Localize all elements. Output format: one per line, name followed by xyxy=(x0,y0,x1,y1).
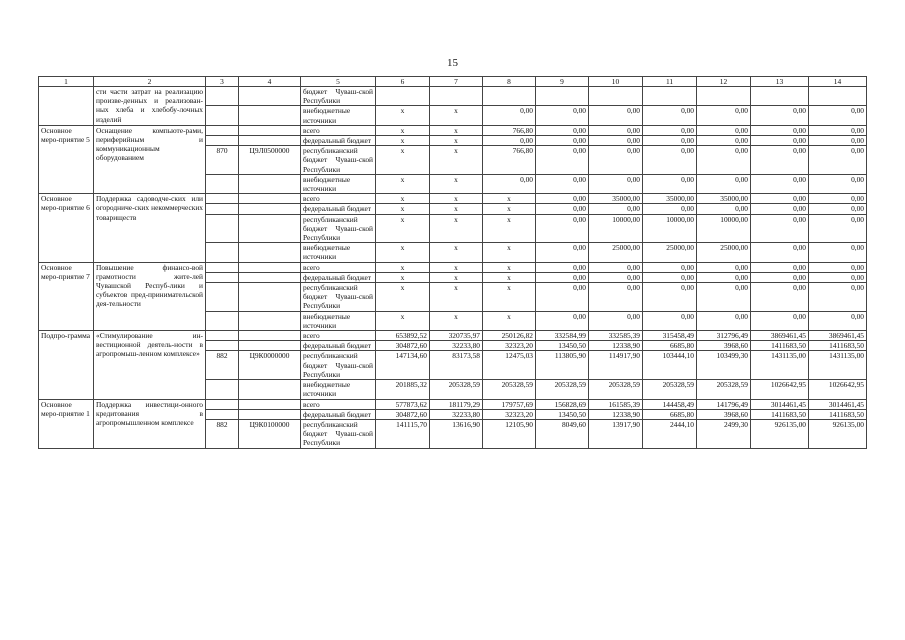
amount-cell: 1026642,95 xyxy=(809,380,867,399)
amount-cell: 3968,60 xyxy=(697,409,751,419)
amount-cell: 0,00 xyxy=(536,174,589,193)
page-number: 15 xyxy=(447,57,458,69)
funding-source-cell: федеральный бюджет xyxy=(301,409,376,419)
column-number: 11 xyxy=(643,77,697,87)
amount-cell xyxy=(643,87,697,106)
column-number: 5 xyxy=(301,77,376,87)
event-title-cell: Повышение финансо-вой грамотности жите-лей Чувашской Респуб-лики и субъектов пред-принимательской дея-тельности xyxy=(94,262,206,330)
amount-cell: 3869461,45 xyxy=(809,331,867,341)
admin-code-cell xyxy=(206,399,239,409)
amount-cell: 0,00 xyxy=(809,125,867,135)
funding-source-cell: республиканский бюджет Чуваш-ской Республики xyxy=(301,419,376,448)
admin-code-cell: 882 xyxy=(206,419,239,448)
budget-class-code-cell xyxy=(239,243,301,262)
amount-cell: 0,00 xyxy=(751,125,809,135)
amount-cell: 315458,49 xyxy=(643,331,697,341)
amount-cell: 32323,20 xyxy=(483,341,536,351)
budget-class-code-cell xyxy=(239,106,301,125)
amount-cell: x xyxy=(430,174,483,193)
amount-cell: 0,00 xyxy=(589,136,643,146)
amount-cell: 312796,49 xyxy=(697,331,751,341)
amount-cell: 10000,00 xyxy=(643,214,697,243)
budget-class-code-cell: Ц9К0000000 xyxy=(239,351,301,380)
amount-cell: 0,00 xyxy=(536,194,589,204)
amount-cell: x xyxy=(376,283,430,312)
amount-cell: 6685,80 xyxy=(643,409,697,419)
amount-cell: 2444,10 xyxy=(643,419,697,448)
amount-cell: 0,00 xyxy=(643,311,697,330)
amount-cell: 205328,59 xyxy=(589,380,643,399)
amount-cell: 1026642,95 xyxy=(751,380,809,399)
amount-cell: x xyxy=(430,272,483,282)
amount-cell: 653892,52 xyxy=(376,331,430,341)
amount-cell: x xyxy=(483,311,536,330)
amount-cell: 25000,00 xyxy=(589,243,643,262)
amount-cell: 83173,58 xyxy=(430,351,483,380)
amount-cell: 144458,49 xyxy=(643,399,697,409)
column-number: 6 xyxy=(376,77,430,87)
budget-class-code-cell xyxy=(239,87,301,106)
amount-cell: 147134,60 xyxy=(376,351,430,380)
amount-cell: 35000,00 xyxy=(643,194,697,204)
amount-cell: 0,00 xyxy=(536,146,589,175)
amount-cell: 25000,00 xyxy=(697,243,751,262)
funding-source-cell: всего xyxy=(301,262,376,272)
amount-cell: 205328,59 xyxy=(483,380,536,399)
amount-cell: 0,00 xyxy=(643,136,697,146)
amount-cell: 3014461,45 xyxy=(751,399,809,409)
amount-cell: 6685,80 xyxy=(643,341,697,351)
table-row xyxy=(39,331,867,341)
amount-cell: 113805,90 xyxy=(536,351,589,380)
amount-cell: 0,00 xyxy=(751,262,809,272)
amount-cell: 0,00 xyxy=(809,146,867,175)
amount-cell xyxy=(536,87,589,106)
amount-cell: 0,00 xyxy=(697,272,751,282)
budget-class-code-cell xyxy=(239,341,301,351)
column-number: 1 xyxy=(39,77,94,87)
column-number: 8 xyxy=(483,77,536,87)
budget-class-code-cell xyxy=(239,262,301,272)
amount-cell: x xyxy=(430,106,483,125)
budget-class-code-cell: Ц9К0100000 xyxy=(239,419,301,448)
funding-source-cell: республиканский бюджет Чуваш-ской Республики xyxy=(301,283,376,312)
column-number: 10 xyxy=(589,77,643,87)
amount-cell: x xyxy=(483,283,536,312)
admin-code-cell xyxy=(206,272,239,282)
amount-cell: x xyxy=(483,194,536,204)
amount-cell: x xyxy=(376,214,430,243)
event-type-cell: Основное меро-приятие 6 xyxy=(39,194,94,262)
column-number: 14 xyxy=(809,77,867,87)
admin-code-cell xyxy=(206,194,239,204)
amount-cell: 181179,29 xyxy=(430,399,483,409)
amount-cell: 332585,39 xyxy=(589,331,643,341)
admin-code-cell xyxy=(206,311,239,330)
amount-cell xyxy=(376,87,430,106)
amount-cell: 0,00 xyxy=(751,106,809,125)
amount-cell: 1431135,00 xyxy=(751,351,809,380)
budget-class-code-cell xyxy=(239,399,301,409)
amount-cell: 2499,30 xyxy=(697,419,751,448)
amount-cell: 0,00 xyxy=(697,125,751,135)
column-number: 3 xyxy=(206,77,239,87)
amount-cell: 156828,69 xyxy=(536,399,589,409)
amount-cell: 32323,20 xyxy=(483,409,536,419)
amount-cell: 0,00 xyxy=(643,146,697,175)
admin-code-cell xyxy=(206,125,239,135)
amount-cell: x xyxy=(376,272,430,282)
amount-cell: 0,00 xyxy=(536,125,589,135)
event-title-cell: «Стимулирование ин-вестиционной деятель-ности в агропромыш-ленном комплексе» xyxy=(94,331,206,399)
table-row xyxy=(39,399,867,409)
amount-cell: 0,00 xyxy=(536,311,589,330)
amount-cell: 8049,60 xyxy=(536,419,589,448)
amount-cell: x xyxy=(376,125,430,135)
amount-cell: 766,80 xyxy=(483,125,536,135)
amount-cell: 10000,00 xyxy=(697,214,751,243)
budget-class-code-cell xyxy=(239,311,301,330)
table-row xyxy=(39,87,867,106)
table-row xyxy=(39,262,867,272)
event-title-cell: сти части затрат на реализацию произве-денных и реализован-ных хлеба и хлебобу-лочных изделий xyxy=(94,87,206,126)
amount-cell: 0,00 xyxy=(809,311,867,330)
amount-cell: x xyxy=(376,194,430,204)
funding-source-cell: бюджет Чуваш-ской Республики xyxy=(301,87,376,106)
admin-code-cell xyxy=(206,341,239,351)
amount-cell: 0,00 xyxy=(809,214,867,243)
amount-cell: 103499,30 xyxy=(697,351,751,380)
amount-cell: x xyxy=(376,106,430,125)
amount-cell: 0,00 xyxy=(589,174,643,193)
amount-cell: 0,00 xyxy=(809,262,867,272)
admin-code-cell xyxy=(206,136,239,146)
amount-cell: x xyxy=(430,214,483,243)
amount-cell: 0,00 xyxy=(589,146,643,175)
amount-cell: x xyxy=(430,194,483,204)
amount-cell: 0,00 xyxy=(697,174,751,193)
amount-cell xyxy=(809,87,867,106)
amount-cell: 25000,00 xyxy=(643,243,697,262)
amount-cell: 13616,90 xyxy=(430,419,483,448)
amount-cell: x xyxy=(376,136,430,146)
event-title-cell: Поддержка инвестици-онного кредитования в агропромышленном комплексе xyxy=(94,399,206,448)
amount-cell: 926135,00 xyxy=(809,419,867,448)
amount-cell: 0,00 xyxy=(643,283,697,312)
admin-code-cell xyxy=(206,243,239,262)
budget-class-code-cell xyxy=(239,136,301,146)
funding-source-cell: внебюджетные источники xyxy=(301,311,376,330)
amount-cell xyxy=(483,87,536,106)
amount-cell: 0,00 xyxy=(751,311,809,330)
amount-cell: 577873,62 xyxy=(376,399,430,409)
amount-cell: 1411683,50 xyxy=(809,341,867,351)
amount-cell: 0,00 xyxy=(809,272,867,282)
amount-cell: 0,00 xyxy=(643,125,697,135)
funding-source-cell: внебюджетные источники xyxy=(301,243,376,262)
amount-cell xyxy=(751,87,809,106)
funding-source-cell: федеральный бюджет xyxy=(301,272,376,282)
amount-cell: 12475,03 xyxy=(483,351,536,380)
amount-cell: 0,00 xyxy=(751,136,809,146)
amount-cell: 0,00 xyxy=(589,272,643,282)
amount-cell: 0,00 xyxy=(809,136,867,146)
admin-code-cell: 882 xyxy=(206,351,239,380)
admin-code-cell: 870 xyxy=(206,146,239,175)
funding-source-cell: федеральный бюджет xyxy=(301,136,376,146)
amount-cell: x xyxy=(430,283,483,312)
amount-cell: 0,00 xyxy=(643,106,697,125)
amount-cell: 0,00 xyxy=(697,311,751,330)
amount-cell: 10000,00 xyxy=(589,214,643,243)
amount-cell: 141115,70 xyxy=(376,419,430,448)
amount-cell: 0,00 xyxy=(751,272,809,282)
column-number: 2 xyxy=(94,77,206,87)
amount-cell: 3014461,45 xyxy=(809,399,867,409)
amount-cell xyxy=(430,87,483,106)
column-number: 9 xyxy=(536,77,589,87)
amount-cell: x xyxy=(430,204,483,214)
amount-cell: 304872,60 xyxy=(376,341,430,351)
funding-source-cell: всего xyxy=(301,125,376,135)
amount-cell: 0,00 xyxy=(483,106,536,125)
event-title-cell: Оснащение компьюте-рами, периферийным и коммуникационным оборудованием xyxy=(94,125,206,193)
amount-cell: 0,00 xyxy=(751,146,809,175)
amount-cell: 0,00 xyxy=(589,283,643,312)
funding-source-cell: внебюджетные источники xyxy=(301,174,376,193)
amount-cell: 12338,90 xyxy=(589,341,643,351)
amount-cell: x xyxy=(376,204,430,214)
budget-class-code-cell xyxy=(239,380,301,399)
amount-cell: x xyxy=(483,262,536,272)
amount-cell: x xyxy=(430,146,483,175)
amount-cell: 0,00 xyxy=(536,136,589,146)
budget-table xyxy=(38,76,867,449)
amount-cell xyxy=(589,87,643,106)
amount-cell: 32233,80 xyxy=(430,341,483,351)
amount-cell: 0,00 xyxy=(751,283,809,312)
amount-cell: 304872,60 xyxy=(376,409,430,419)
amount-cell: x xyxy=(376,146,430,175)
admin-code-cell xyxy=(206,262,239,272)
admin-code-cell xyxy=(206,331,239,341)
amount-cell: 12105,90 xyxy=(483,419,536,448)
amount-cell: 3869461,45 xyxy=(751,331,809,341)
amount-cell: 0,00 xyxy=(809,106,867,125)
admin-code-cell xyxy=(206,87,239,106)
amount-cell: x xyxy=(430,125,483,135)
funding-source-cell: внебюджетные источники xyxy=(301,380,376,399)
amount-cell: 1431135,00 xyxy=(809,351,867,380)
admin-code-cell xyxy=(206,204,239,214)
funding-source-cell: республиканский бюджет Чуваш-ской Республики xyxy=(301,146,376,175)
amount-cell: x xyxy=(430,262,483,272)
amount-cell: 250126,82 xyxy=(483,331,536,341)
amount-cell: 1411683,50 xyxy=(751,341,809,351)
amount-cell: 0,00 xyxy=(697,106,751,125)
amount-cell: 3968,60 xyxy=(697,341,751,351)
amount-cell: 1411683,50 xyxy=(809,409,867,419)
budget-class-code-cell xyxy=(239,214,301,243)
admin-code-cell xyxy=(206,409,239,419)
admin-code-cell xyxy=(206,214,239,243)
amount-cell: 0,00 xyxy=(697,283,751,312)
amount-cell: x xyxy=(376,262,430,272)
amount-cell: 0,00 xyxy=(751,204,809,214)
amount-cell: 114917,90 xyxy=(589,351,643,380)
funding-source-cell: внебюджетные источники xyxy=(301,106,376,125)
amount-cell: 0,00 xyxy=(589,311,643,330)
amount-cell: 0,00 xyxy=(536,243,589,262)
amount-cell: 0,00 xyxy=(589,262,643,272)
admin-code-cell xyxy=(206,174,239,193)
amount-cell: 205328,59 xyxy=(536,380,589,399)
amount-cell: 0,00 xyxy=(751,194,809,204)
budget-class-code-cell xyxy=(239,204,301,214)
amount-cell: x xyxy=(376,174,430,193)
amount-cell: 13917,90 xyxy=(589,419,643,448)
amount-cell: 103444,10 xyxy=(643,351,697,380)
amount-cell: 205328,59 xyxy=(643,380,697,399)
amount-cell: 161585,39 xyxy=(589,399,643,409)
amount-cell: 332584,99 xyxy=(536,331,589,341)
column-number: 13 xyxy=(751,77,809,87)
amount-cell: 0,00 xyxy=(536,262,589,272)
amount-cell: 0,00 xyxy=(483,136,536,146)
amount-cell: 13450,50 xyxy=(536,409,589,419)
amount-cell: 0,00 xyxy=(809,283,867,312)
budget-class-code-cell xyxy=(239,283,301,312)
amount-cell: 0,00 xyxy=(643,204,697,214)
amount-cell: 0,00 xyxy=(536,283,589,312)
admin-code-cell xyxy=(206,106,239,125)
amount-cell: 0,00 xyxy=(536,272,589,282)
budget-class-code-cell xyxy=(239,409,301,419)
funding-source-cell: республиканский бюджет Чуваш-ской Республики xyxy=(301,351,376,380)
amount-cell: 0,00 xyxy=(809,243,867,262)
amount-cell: 0,00 xyxy=(589,204,643,214)
amount-cell: x xyxy=(430,311,483,330)
event-type-cell: Подпро-грамма xyxy=(39,331,94,399)
amount-cell: x xyxy=(483,272,536,282)
amount-cell: 0,00 xyxy=(751,214,809,243)
amount-cell: 12338,90 xyxy=(589,409,643,419)
amount-cell: 0,00 xyxy=(643,272,697,282)
table-row xyxy=(39,194,867,204)
amount-cell: 0,00 xyxy=(697,136,751,146)
amount-cell: 0,00 xyxy=(751,243,809,262)
amount-cell: x xyxy=(483,204,536,214)
column-number: 4 xyxy=(239,77,301,87)
amount-cell: 0,00 xyxy=(643,174,697,193)
amount-cell: 141796,49 xyxy=(697,399,751,409)
amount-cell: 0,00 xyxy=(697,146,751,175)
event-title-cell: Поддержка садоводче-ских или огородниче-ских некоммерческих товариществ xyxy=(94,194,206,262)
amount-cell: x xyxy=(483,214,536,243)
amount-cell: 201885,32 xyxy=(376,380,430,399)
amount-cell: 766,80 xyxy=(483,146,536,175)
budget-class-code-cell: Ц9Л0500000 xyxy=(239,146,301,175)
amount-cell: 1411683,50 xyxy=(751,409,809,419)
event-type-cell: Основное меро-приятие 7 xyxy=(39,262,94,330)
amount-cell: 179757,69 xyxy=(483,399,536,409)
amount-cell: 13450,50 xyxy=(536,341,589,351)
amount-cell: 32233,80 xyxy=(430,409,483,419)
amount-cell: 0,00 xyxy=(589,125,643,135)
amount-cell: 0,00 xyxy=(536,214,589,243)
amount-cell: 205328,59 xyxy=(697,380,751,399)
funding-source-cell: федеральный бюджет xyxy=(301,341,376,351)
amount-cell: 320735,97 xyxy=(430,331,483,341)
amount-cell: 0,00 xyxy=(483,174,536,193)
amount-cell: 0,00 xyxy=(809,194,867,204)
amount-cell: 0,00 xyxy=(536,106,589,125)
funding-source-cell: республиканский бюджет Чуваш-ской Республики xyxy=(301,214,376,243)
amount-cell: 926135,00 xyxy=(751,419,809,448)
amount-cell: 0,00 xyxy=(809,174,867,193)
amount-cell: 205328,59 xyxy=(430,380,483,399)
amount-cell xyxy=(697,87,751,106)
amount-cell: 0,00 xyxy=(697,262,751,272)
amount-cell: 0,00 xyxy=(643,262,697,272)
table-row xyxy=(39,125,867,135)
column-number-row xyxy=(39,77,867,87)
column-number: 7 xyxy=(430,77,483,87)
funding-source-cell: федеральный бюджет xyxy=(301,204,376,214)
amount-cell: x xyxy=(376,311,430,330)
amount-cell: 0,00 xyxy=(536,204,589,214)
admin-code-cell xyxy=(206,380,239,399)
amount-cell: x xyxy=(376,243,430,262)
amount-cell: x xyxy=(430,243,483,262)
funding-source-cell: всего xyxy=(301,399,376,409)
admin-code-cell xyxy=(206,283,239,312)
budget-class-code-cell xyxy=(239,272,301,282)
amount-cell: x xyxy=(430,136,483,146)
funding-source-cell: всего xyxy=(301,331,376,341)
funding-source-cell: всего xyxy=(301,194,376,204)
amount-cell: 0,00 xyxy=(751,174,809,193)
amount-cell: 35000,00 xyxy=(589,194,643,204)
amount-cell: x xyxy=(483,243,536,262)
budget-class-code-cell xyxy=(239,174,301,193)
budget-class-code-cell xyxy=(239,125,301,135)
budget-class-code-cell xyxy=(239,331,301,341)
amount-cell: 0,00 xyxy=(697,204,751,214)
amount-cell: 0,00 xyxy=(809,204,867,214)
event-type-cell: Основное меро-приятие 1 xyxy=(39,399,94,448)
amount-cell: 0,00 xyxy=(589,106,643,125)
event-type-cell: Основное меро-приятие 5 xyxy=(39,125,94,193)
budget-class-code-cell xyxy=(239,194,301,204)
event-type-cell xyxy=(39,87,94,126)
column-number: 12 xyxy=(697,77,751,87)
amount-cell: 35000,00 xyxy=(697,194,751,204)
